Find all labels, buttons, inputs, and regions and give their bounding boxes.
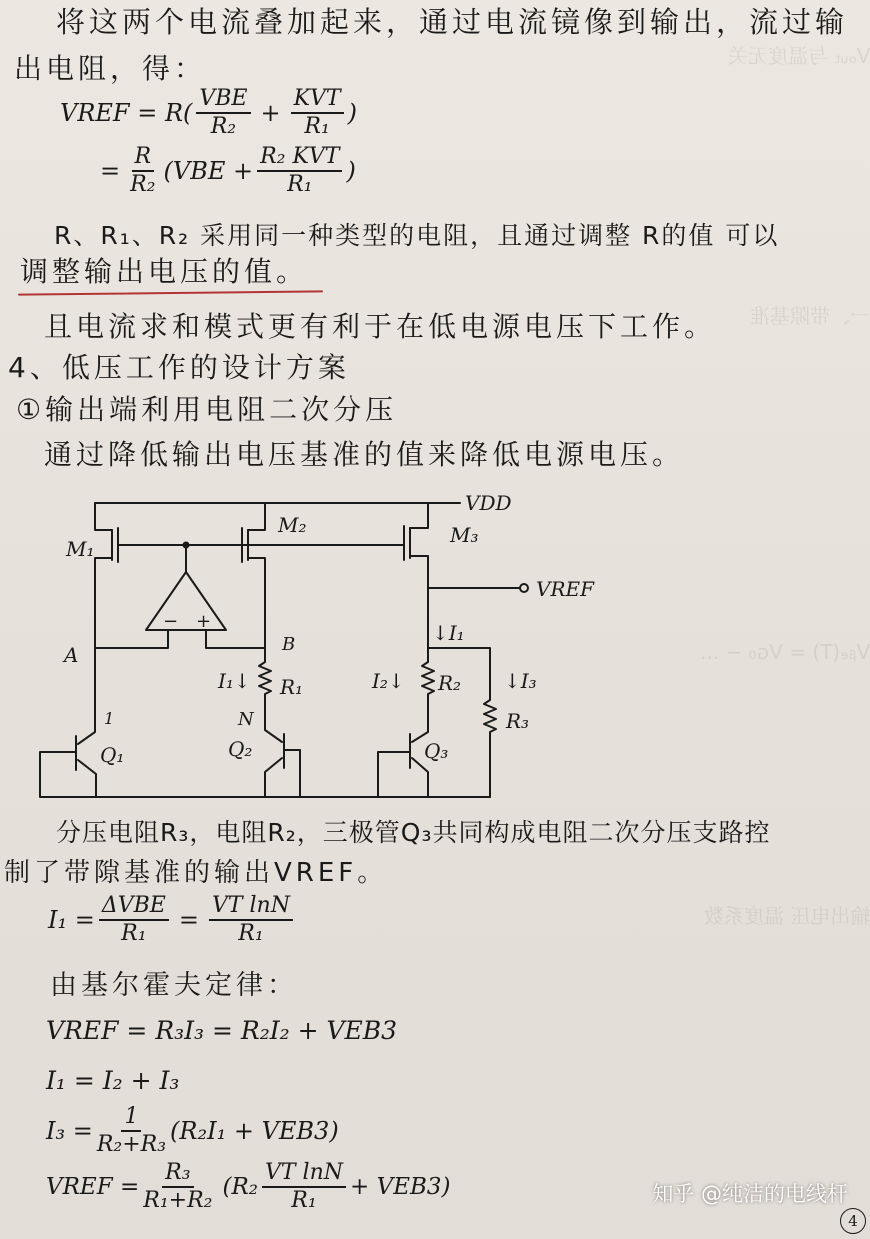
text-line: R、R₁、R₂ 采用同一种类型的电阻，且通过调整 R的值 可以 — [54, 221, 780, 250]
text-line: 将这两个电流叠加起来，通过电流镜像到输出，流过输 — [56, 5, 849, 39]
text-line: 制了带隙基准的输出VREF。 — [4, 858, 388, 888]
fraction: $\frac{\text{VBE}}{\text{R₂}}$ — [196, 88, 250, 138]
fraction: $\frac{\text{R₃}}{\text{R₁+R₂}}$ — [143, 1160, 213, 1213]
fraction: $\frac{\text{ΔVBE}}{\text{R₁}}$ — [99, 895, 169, 945]
text-line: 通过降低输出电压基准的值来降低电源电压。 — [44, 438, 685, 471]
eq-term: I₁ = — [48, 906, 95, 934]
eq-term: (R₂ — [222, 1173, 258, 1200]
equation-i1 — [48, 895, 297, 945]
i-left-label: I₁↓ — [218, 669, 251, 693]
fraction: $\frac{\text{KVT}}{\text{R₁}}$ — [291, 88, 344, 138]
eq-term: (VBE + — [163, 157, 254, 185]
vref-label: VREF — [536, 577, 594, 601]
eq-term: = — [100, 157, 121, 185]
q1-label: Q₁ — [100, 743, 125, 767]
text-line: 且电流求和模式更有利于在低电源电压下工作。 — [44, 310, 717, 343]
eq-term: = — [178, 906, 199, 934]
eq-term: VREF = — [46, 1173, 140, 1200]
eq-term: VREF = R( — [60, 99, 193, 127]
bleed-through: 输出电压 温度系数 — [703, 904, 870, 928]
i1-label: ↓I₁ — [432, 621, 465, 645]
fraction: $\frac{\text{VT lnN}}{\text{R₁}}$ — [262, 1162, 346, 1212]
text-line: 调整输出电压的值。 — [20, 255, 309, 288]
fraction: $\frac{\text{R₂ KVT}}{\text{R₁}}$ — [257, 146, 342, 196]
eq-term: + VEB3) — [350, 1173, 451, 1200]
equation-kvl: VREF = R₃I₃ = R₂I₂ + VEB3 — [46, 1016, 398, 1045]
opamp-plus: + — [196, 611, 212, 632]
q3-label: Q₃ — [424, 739, 449, 763]
node-a-label: A — [64, 643, 79, 667]
vdd-label: VDD — [465, 491, 512, 515]
bleed-through: 一、带隙基准 — [750, 304, 870, 328]
text-line: 由基尔霍夫定律： — [50, 970, 298, 1001]
bleed-through: Vₒᵤₜ 与温度无关 — [727, 44, 870, 68]
r3-label: R₃ — [506, 709, 530, 733]
node-b-label: B — [282, 634, 296, 655]
m1-label: M₁ — [66, 537, 95, 561]
eq-term: (R₂I₁ + VEB3) — [170, 1117, 339, 1145]
opamp-minus: − — [163, 611, 179, 632]
r1-label: R₁ — [280, 675, 304, 699]
q1-multiplier: 1 — [104, 709, 115, 728]
subsection-heading: ①输出端利用电阻二次分压 — [16, 393, 398, 426]
m2-label: M₂ — [278, 513, 307, 537]
watermark: 知乎 @纯洁的电线杆 — [652, 1182, 848, 1206]
node-n-label: N — [238, 709, 254, 730]
fraction: $\frac{R}{\text{R₂}}$ — [130, 144, 156, 197]
i2-label: I₂↓ — [372, 669, 405, 693]
eq-term: + — [260, 99, 281, 127]
r2-label: R₂ — [438, 671, 462, 695]
eq-term: ) — [347, 99, 357, 127]
equation-vref-final — [46, 1162, 451, 1212]
section-heading: 4、低压工作的设计方案 — [8, 351, 350, 384]
bleed-through: Vᵦₑ(T) = Vɢ₀ − ... — [699, 640, 870, 664]
fraction: $\frac{1}{\text{R₂+R₃}}$ — [96, 1104, 167, 1157]
eq-term: I₃ = — [46, 1117, 93, 1145]
q2-label: Q₂ — [228, 737, 253, 761]
text-line: 出电阻，得： — [14, 52, 207, 85]
page-number: 4 — [840, 1208, 866, 1234]
eq-term: ) — [346, 157, 356, 185]
text-line: 分压电阻R₃，电阻R₂，三极管Q₃共同构成电阻二次分压支路控 — [56, 818, 771, 847]
i3-label: ↓I₃ — [504, 669, 537, 693]
m3-label: M₃ — [450, 523, 479, 547]
fraction: $\frac{\text{VT lnN}}{\text{R₁}}$ — [209, 895, 293, 945]
equation-kcl: I₁ = I₂ + I₃ — [46, 1066, 180, 1095]
equation-i3 — [46, 1106, 339, 1156]
